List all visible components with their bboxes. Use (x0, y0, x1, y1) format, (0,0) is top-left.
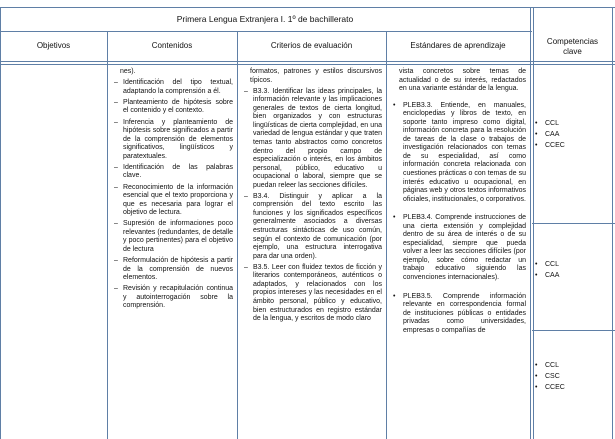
competencia-item: • CCEC (534, 382, 565, 393)
contenidos-item: – Inferencia y planteamiento de hipótesis sobre significados a partir de la comprensión de elementos significativos, lingüísticos y paratextuales. (111, 119, 233, 162)
criterios-intro: formatos, patrones y estilos discursivos típicos. (250, 68, 382, 84)
competencia-item: • CCL (534, 259, 559, 270)
header-competencias-line2: clave (563, 47, 582, 56)
competencia-item: • CCL (534, 118, 565, 129)
contenidos-item: – Reformulación de hipótesis a partir de la comprensión de nuevos elementos. (111, 257, 233, 283)
col-divider (530, 7, 531, 439)
col-divider (386, 31, 387, 439)
criterios-column (241, 68, 382, 326)
competencia-item: • CAA (534, 270, 559, 281)
estandares-item: • PLEB3.4. Comprende instrucciones de una cierta extensión y complejidad dentro de su área de interés o de su especialidad, siempre que pueda volver a leer las secciones difíciles (por ejemplo, sobre cómo redactar un trabajo educativo siguiendo las convenciones internacionales). (390, 214, 526, 282)
header-competencias (533, 37, 612, 57)
competencias-row-divider (532, 223, 615, 224)
header-contenidos: Contenidos (151, 41, 193, 50)
criterios-item: – B3.5. Leer con fluidez textos de ficción y literarios contemporáneos, auténticos o adaptados, y relacionados con los propios intereses y las necesidades en el ámbito personal, público y educativo, bien estructurados en registro estándar de la lengua, y escritos de modo claro (241, 264, 382, 324)
criterios-item: – B3.4. Distinguir y aplicar a la comprensión del texto escrito las funciones y los significados específicos generalmente asociados a diversas estructuras sintácticas de uso común, según el contexto de comunicación (por ejemplo, una estructura interrogativa para dar una orden). (241, 193, 382, 261)
header-criterios: Criterios de evaluación (270, 41, 353, 50)
estandares-item: • PLEB3.3. Entiende, en manuales, enciclopedias y libros de texto, en soporte tanto impreso como digital, información concreta para la resolución de tareas de la clase o trabajos de investigación relacionados con temas de su especialidad, así como información concreta relacionada con cuestiones prácticas o con temas de su interés educativo u ocupacional, en páginas web y otros textos informativos oficiales, institucionales, o corporativos. (390, 102, 526, 205)
header-row-border (0, 61, 615, 62)
header-estandares: Estándares de aprendizaje (410, 41, 506, 50)
header-row-border-double (0, 64, 615, 65)
competencia-item: • CSC (534, 371, 565, 382)
estandares-item: • PLEB3.5. Comprende información relevante en correspondencia formal de instituciones públicas o entidades privadas como universidades, empresas o compañías de (390, 293, 526, 336)
title-row-border (0, 31, 532, 32)
competencia-item: • CCL (534, 360, 565, 371)
contenidos-item: – Reconocimiento de la información esencial que el texto proporciona y que es necesaria para lograr el objetivo de lectura. (111, 184, 233, 218)
competencias-group (534, 259, 559, 281)
contenidos-item: – Supresión de informaciones poco relevantes (redundantes, de detalle y poco pertinentes) para el objetivo de lectura (111, 220, 233, 254)
table-title: Primera Lengua Extranjera I. 1º de bachillerato (176, 14, 354, 24)
contenidos-item: – Revisión y recapitulación continua y autointerrogación sobre la comprensión. (111, 285, 233, 311)
col-divider (237, 31, 238, 439)
competencias-group (534, 360, 565, 393)
contenidos-column (111, 68, 233, 314)
header-objetivos: Objetivos (36, 41, 71, 50)
estandares-intro: vista concretos sobre temas de actualidad o de su interés, redactados en una variante estándar de la lengua. (399, 68, 526, 93)
contenidos-item: – Planteamiento de hipótesis sobre el contenido y el contexto. (111, 99, 233, 116)
contenidos-intro: nes). (120, 68, 136, 75)
contenidos-item: – Identificación de las palabras clave. (111, 164, 233, 181)
competencia-item: • CCEC (534, 140, 565, 151)
header-competencias-line1: Competencias (546, 37, 599, 46)
col-divider (107, 31, 108, 439)
competencia-item: • CAA (534, 129, 565, 140)
estandares-column (390, 68, 526, 338)
contenidos-item: – Identificación del tipo textual, adaptando la comprensión a él. (111, 79, 233, 96)
col-divider (612, 7, 613, 439)
competencias-row-divider (532, 330, 615, 331)
criterios-item: – B3.3. Identificar las ideas principales, la información relevante y las implicaciones generales de textos de cierta longitud, bien organizados y con estructuras lingüísticas de cierta complejidad, en una variedad de lengua estándar y que traten temas tanto abstractos como concretos dentro del propio campo de especialización o interés, en los ámbitos personal, público, educativo u ocupacional o laboral, siempre que se puedan releer las secciones difíciles. (241, 88, 382, 191)
competencias-group (534, 118, 565, 151)
table-top-border (0, 7, 615, 8)
col-divider (0, 7, 1, 439)
